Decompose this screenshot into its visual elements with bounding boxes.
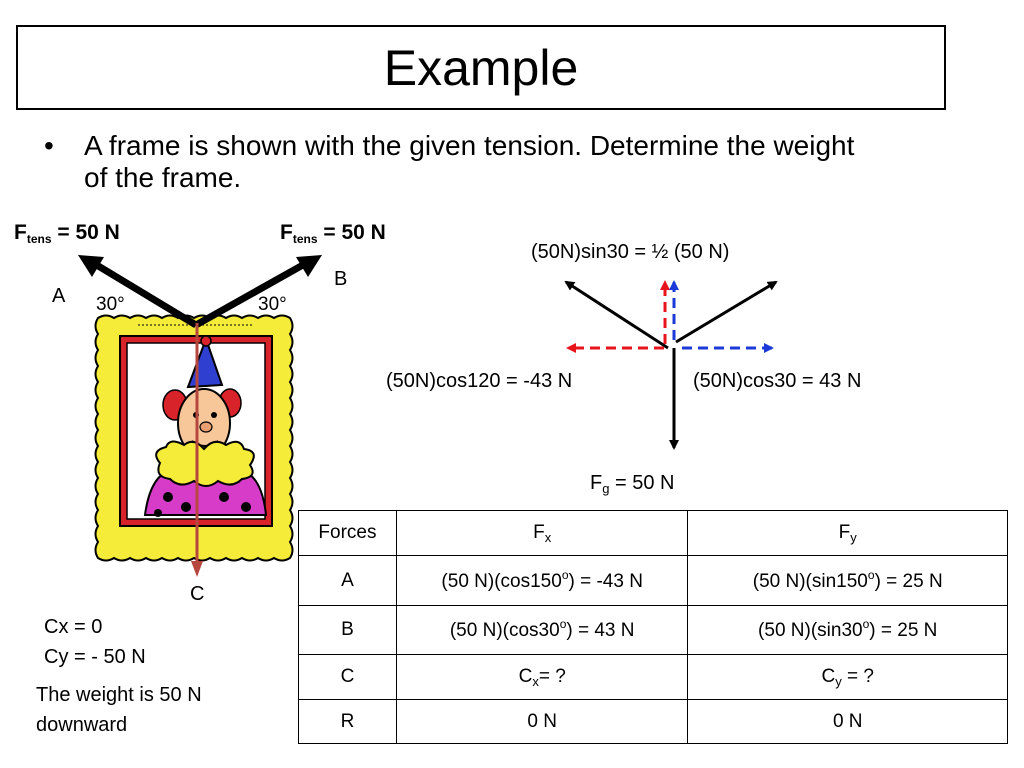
bullet-dot: • <box>44 130 54 161</box>
forces-table <box>298 510 1008 744</box>
conclusion-line2: downward <box>36 714 128 736</box>
table-row <box>299 605 1008 654</box>
slide-title <box>16 25 946 110</box>
header-fx: $F_x$ <box>396 511 688 556</box>
cell-force: R <box>299 700 397 744</box>
angle-right-label: 30° <box>258 294 287 315</box>
vector-left-label: (50N)cos120 = -43 N <box>386 370 573 392</box>
cell-fy: 0 N <box>688 700 1008 744</box>
cell-fx: $C_x=$ ? <box>396 654 688 699</box>
label-b: B <box>334 268 348 290</box>
cell-fy: (50 $N)(\sin 30^o) = 25$ N <box>688 605 1008 654</box>
cell-fx: 0 N <box>396 700 688 744</box>
vector-right-label: (50N)cos30 = 43 N <box>693 370 862 392</box>
cell-force: B <box>299 605 397 654</box>
header-forces: Forces <box>299 511 397 556</box>
label-c: C <box>190 583 205 605</box>
vector-bottom-label: $F_g = 50$ N <box>590 472 675 496</box>
cell-fy: (50 $N)(\sin 150^o) = 25$ N <box>688 556 1008 605</box>
table-row <box>299 654 1008 699</box>
tension-label-right: Ftens = 50 N <box>280 221 386 246</box>
cell-fy: $C_y$ = ? <box>688 654 1008 699</box>
cell-force: C <box>299 654 397 699</box>
cell-fx: (50 $N)(\cos 150^o) = -43$ N <box>396 556 688 605</box>
vector-a <box>566 282 668 348</box>
angle-left-label: 30° <box>96 294 125 315</box>
vector-diagram <box>540 270 800 460</box>
bullet-text: A frame is shown with the given tension. Determine the weight of the frame. <box>84 130 855 193</box>
conclusion-line1: The weight is 50 N <box>36 684 202 706</box>
table-row <box>299 556 1008 605</box>
header-fy: $F_y$ <box>688 511 1008 556</box>
label-a: A <box>52 285 66 307</box>
cell-force: A <box>299 556 397 605</box>
table-row <box>299 700 1008 744</box>
tension-label-left: Ftens = 50 N <box>14 221 120 246</box>
vector-top-label: (50N)sin30 = ½ (50 N) <box>531 241 730 263</box>
note-cy: Cy = - 50 N <box>44 646 146 668</box>
slide-title-text: Example <box>383 39 579 96</box>
note-cx: Cx = 0 <box>44 616 103 638</box>
table-header-row <box>299 511 1008 556</box>
vector-b <box>676 282 776 342</box>
cell-fx: (50 $N)(\cos 30^o) = 43$ N <box>396 605 688 654</box>
